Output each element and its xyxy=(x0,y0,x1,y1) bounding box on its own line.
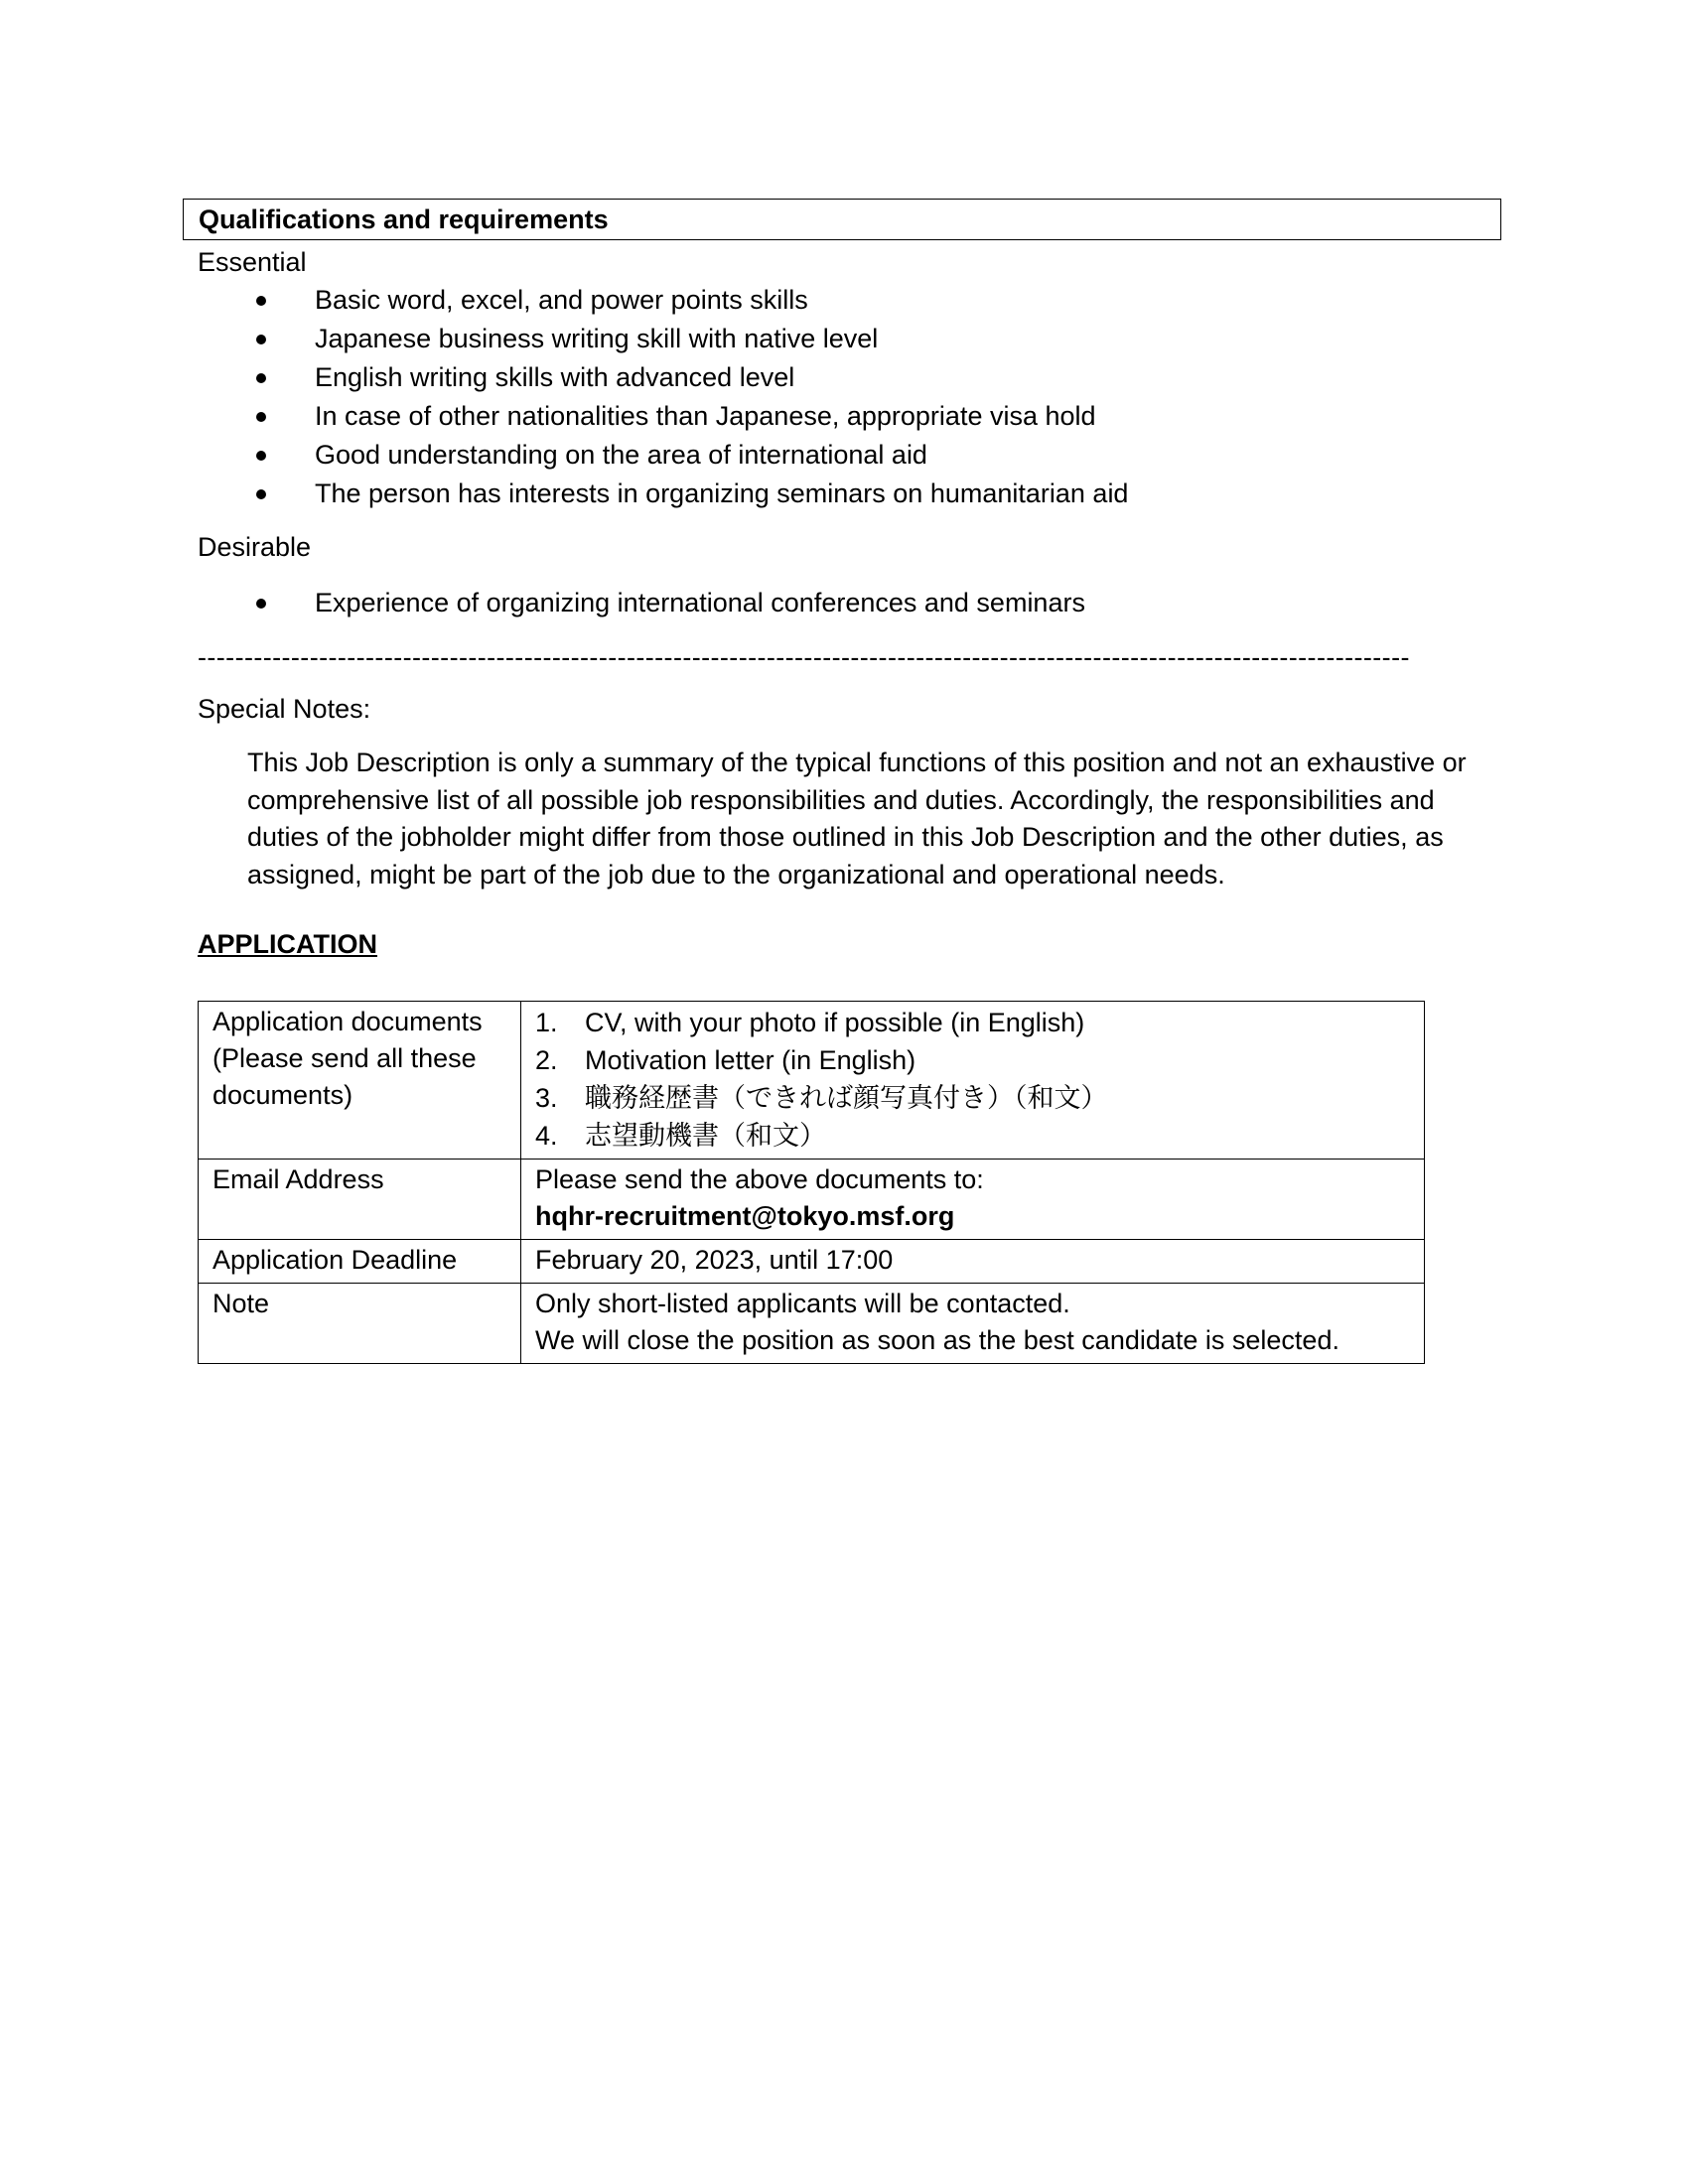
list-item: Good understanding on the area of international aid xyxy=(198,436,1128,475)
table-row xyxy=(199,1240,1425,1284)
list-item: In case of other nationalities than Japanese, appropriate visa hold xyxy=(198,397,1128,436)
desirable-label: Desirable xyxy=(198,532,312,562)
note-line-2: We will close the position as soon as the best candidate is selected. xyxy=(535,1325,1339,1355)
bullet-icon xyxy=(256,373,266,383)
deadline-value: February 20, 2023, until 17:00 xyxy=(521,1240,1425,1284)
bullet-icon xyxy=(256,296,266,306)
special-notes-label: Special Notes: xyxy=(198,694,371,724)
email-address[interactable]: hqhr-recruitment@tokyo.msf.org xyxy=(535,1201,955,1231)
documents-label: Application documents (Please send all these documents) xyxy=(199,1002,521,1160)
bullet-icon xyxy=(256,412,266,422)
list-item: English writing skills with advanced level xyxy=(198,358,1128,397)
note-line-1: Only short-listed applicants will be contacted. xyxy=(535,1289,1070,1318)
list-item: 2. Motivation letter (in English) xyxy=(535,1045,916,1075)
special-notes-text: This Job Description is only a summary of the typical functions of this position and not an exhaustive or comprehensive list of all possible job responsibilities and duties. Accordingly, the responsibilities and duties of the jobholder might differ from those outlined in this Job Description and the other duties, as assigned, might be part of the job due to the organizational and operational needs. xyxy=(247,748,1467,889)
list-item: Basic word, excel, and power points skills xyxy=(198,281,1128,320)
deadline-label: Application Deadline xyxy=(199,1240,521,1284)
bullet-icon xyxy=(256,599,266,609)
essential-label: Essential xyxy=(198,247,307,277)
bullet-icon xyxy=(256,335,266,344)
desirable-list xyxy=(198,584,1085,622)
email-value xyxy=(521,1160,1425,1240)
documents-value xyxy=(521,1002,1425,1160)
qualifications-heading: Qualifications and requirements xyxy=(183,199,1501,240)
application-table xyxy=(198,1001,1425,1364)
documents-list xyxy=(535,1004,1410,1155)
essential-list xyxy=(198,281,1128,513)
application-heading: APPLICATION xyxy=(198,929,377,959)
bullet-icon xyxy=(256,451,266,461)
note-value xyxy=(521,1284,1425,1364)
table-row xyxy=(199,1002,1425,1160)
section-divider: ---------------------------------------------------------------------------------------------------------------------------------- xyxy=(198,642,1410,672)
list-item: Japanese business writing skill with native level xyxy=(198,320,1128,358)
list-item: 1. CV, with your photo if possible (in English) xyxy=(535,1008,1085,1037)
list-item: 4. 志望動機書（和文） xyxy=(535,1121,826,1151)
email-label: Email Address xyxy=(199,1160,521,1240)
table-row xyxy=(199,1284,1425,1364)
list-item: 3. 職務経歴書（できれば顔写真付き）（和文） xyxy=(535,1083,1108,1113)
note-label: Note xyxy=(199,1284,521,1364)
bullet-icon xyxy=(256,489,266,499)
email-instruction: Please send the above documents to: xyxy=(535,1164,984,1194)
table-row xyxy=(199,1160,1425,1240)
list-item: The person has interests in organizing seminars on humanitarian aid xyxy=(198,475,1128,513)
list-item: Experience of organizing international conferences and seminars xyxy=(198,584,1085,622)
